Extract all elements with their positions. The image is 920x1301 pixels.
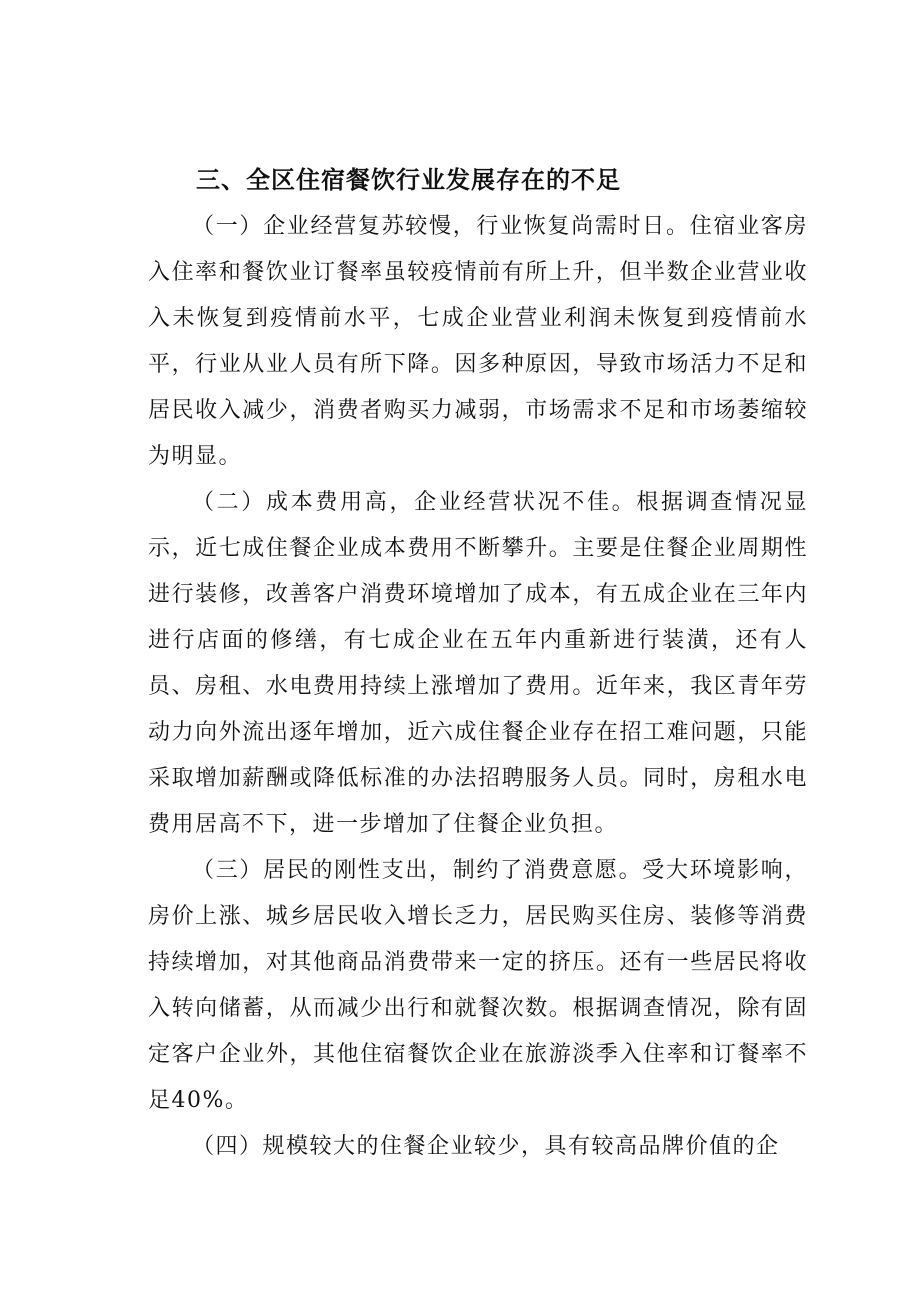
paragraph-2: （二）成本费用高，企业经营状况不佳。根据调查情况显示，近七成住餐企业成本费用不断攀升。主要是住餐企业周期性进行装修，改善客户消费环境增加了成本，有五成企业在三年内进行店面的修缮，有七成企业在五年内重新进行装潢，还有人员、房租、水电费用持续上涨增加了费用。近年来，我区青年劳动力向外流出逐年增加，近六成住餐企业存在招工难问题，只能采取增加薪酬或降低标准的办法招聘服务人员。同时，房租水电费用居高不下，进一步增加了住餐企业负担。 [148, 490, 808, 837]
paragraph-3: （三）居民的刚性支出，制约了消费意愿。受大环境影响，房价上涨、城乡居民收入增长乏力，居民购买住房、装修等消费持续增加，对其他商品消费带来一定的挤压。还有一些居民将收入转向储蓄，从而减少出行和就餐次数。根据调查情况，除有固定客户企业外，其他住宿餐饮企业在旅游淡季入住率和订餐率不足40%。 [148, 858, 808, 1113]
section-heading: 三、全区住宿餐饮行业发展存在的不足 [196, 166, 621, 194]
paragraph-4: （四）规模较大的住餐企业较少，具有较高品牌价值的企 [192, 1134, 780, 1159]
paragraph-1: （一）企业经营复苏较慢，行业恢复尚需时日。住宿业客房入住率和餐饮业订餐率虽较疫情前有所上升，但半数企业营业收入未恢复到疫情前水平，七成企业营业利润未恢复到疫情前水平，行业从业人员有所下降。因多种原因，导致市场活力不足和居民收入减少，消费者购买力减弱，市场需求不足和市场萎缩较为明显。 [148, 214, 808, 469]
body-text [148, 204, 808, 1170]
